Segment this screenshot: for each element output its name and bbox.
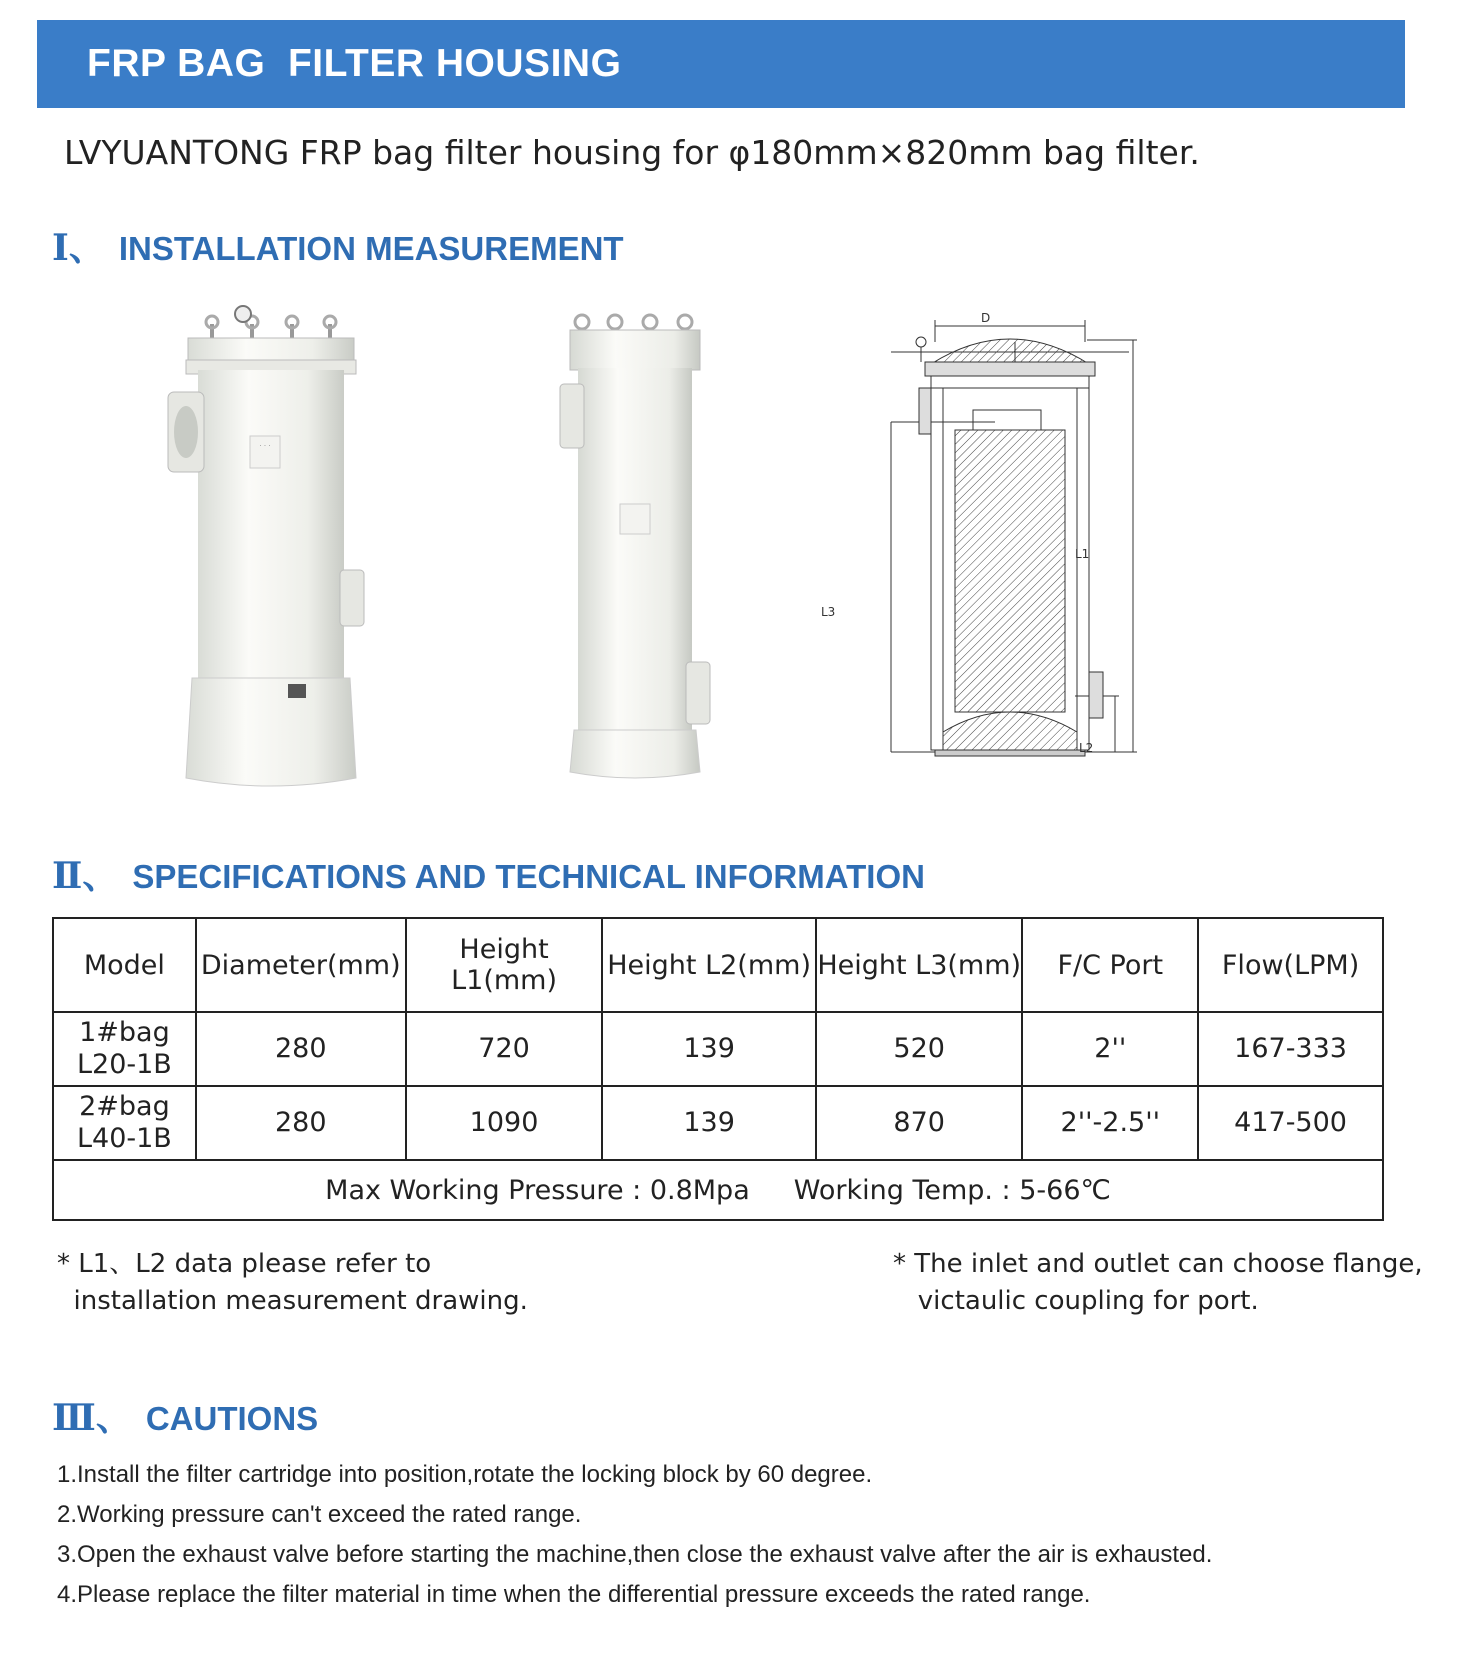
table-cell: 520	[816, 1012, 1023, 1086]
table-cell: 870	[816, 1086, 1023, 1160]
table-row	[53, 1012, 1383, 1086]
dimension-label-l1: L1	[1075, 547, 1090, 561]
section-number: Ⅲ、	[52, 1397, 132, 1439]
section-heading-specifications	[52, 848, 925, 899]
table-header-cell: Height L3(mm)	[816, 918, 1023, 1012]
working-temp-text: Working Temp. : 5-66℃	[793, 1174, 1111, 1206]
table-row	[53, 1086, 1383, 1160]
title-banner	[37, 20, 1405, 108]
table-footer-row	[53, 1160, 1383, 1220]
table-cell: 167-333	[1198, 1012, 1383, 1086]
section-number: Ⅰ、	[52, 227, 105, 269]
list-item: 2.Working pressure can't exceed the rated range.	[57, 1501, 582, 1528]
table-header-cell: F/C Port	[1022, 918, 1198, 1012]
dimension-label-l3: L3	[821, 605, 836, 619]
installation-drawing	[821, 311, 1175, 790]
model-line-1: 2#bag	[79, 1091, 170, 1122]
table-cell: 2''	[1022, 1012, 1198, 1086]
filter-housing-photo-2	[560, 310, 710, 780]
section-heading-installation	[52, 220, 624, 271]
list-item: 3.Open the exhaust valve before starting the machine,then close the exhaust valve after the air is exhausted.	[57, 1541, 1213, 1568]
model-line-2: L40-1B	[76, 1123, 172, 1154]
table-cell: 280	[196, 1012, 406, 1086]
table-cell: 417-500	[1198, 1086, 1383, 1160]
page-title: FRP BAG FILTER HOUSING	[87, 42, 622, 85]
section-title: INSTALLATION MEASUREMENT	[118, 230, 624, 267]
note-l1-l2: * L1、L2 data please refer to installation measurement drawing.	[57, 1249, 528, 1316]
table-header-cell: Height L2(mm)	[602, 918, 816, 1012]
max-pressure-text: Max Working Pressure : 0.8Mpa	[325, 1174, 750, 1206]
list-item: 4.Please replace the filter material in time when the differential pressure exceeds the rated range.	[57, 1581, 1091, 1608]
section-number: Ⅱ、	[52, 855, 119, 897]
table-cell-model	[53, 1086, 196, 1160]
dimension-label-l2: L2	[1079, 741, 1094, 755]
table-cell: 280	[196, 1086, 406, 1160]
table-header-cell: Diameter(mm)	[196, 918, 406, 1012]
table-cell: 720	[406, 1012, 603, 1086]
model-line-2: L20-1B	[76, 1049, 172, 1080]
model-line-1: 1#bag	[79, 1017, 170, 1048]
section-title: CAUTIONS	[145, 1400, 319, 1437]
table-cell: 1090	[406, 1086, 603, 1160]
cautions-list	[57, 1455, 1212, 1615]
section-title: SPECIFICATIONS AND TECHNICAL INFORMATION	[132, 858, 925, 895]
list-item: 1.Install the filter cartridge into position,rotate the locking block by 60 degree.	[57, 1461, 873, 1488]
table-cell-model	[53, 1012, 196, 1086]
note-inlet-outlet: * The inlet and outlet can choose flange, victaulic coupling for port.	[893, 1249, 1423, 1316]
table-header-cell: Height L1(mm)	[406, 918, 603, 1012]
filter-housing-photo-1	[170, 308, 370, 790]
table-cell: 139	[602, 1086, 816, 1160]
table-header-cell: Flow(LPM)	[1198, 918, 1383, 1012]
table-header-cell: Model	[53, 918, 196, 1012]
section-heading-cautions	[52, 1390, 318, 1441]
table-cell: 139	[602, 1012, 816, 1086]
specifications-table	[52, 917, 1384, 1221]
svg-text:· · ·: · · ·	[259, 442, 271, 450]
intro-text: LVYUANTONG FRP bag filter housing for φ180mm×820mm bag filter.	[64, 133, 1200, 172]
dimension-label-d: D	[981, 311, 991, 325]
table-footer-cell	[53, 1160, 1383, 1220]
table-header-row	[53, 918, 1383, 1012]
table-cell: 2''-2.5''	[1022, 1086, 1198, 1160]
